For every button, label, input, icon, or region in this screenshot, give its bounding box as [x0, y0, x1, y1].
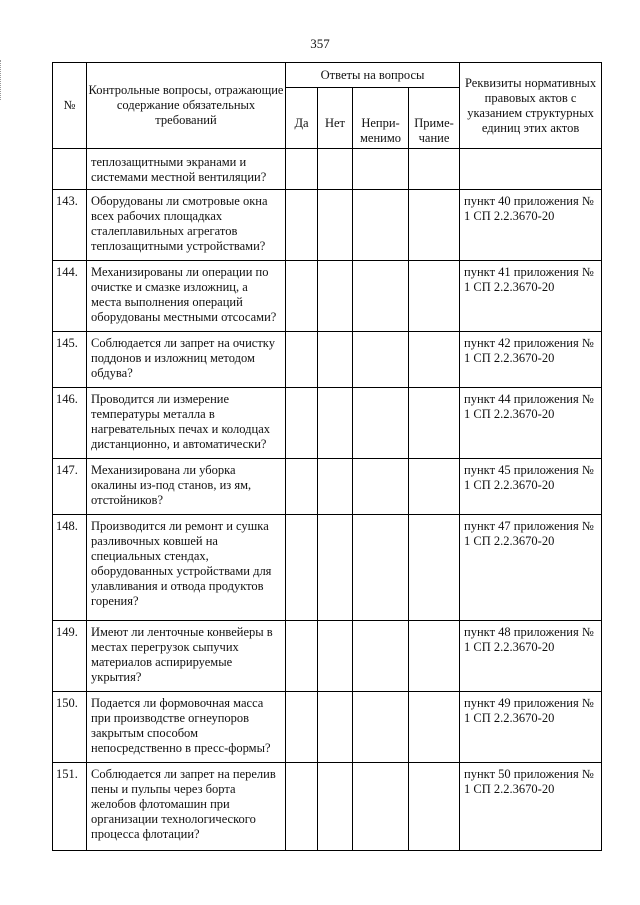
- row-question: Производится ли ремонт и сушка разливочных ковшей на специальных стендах, оборудованных устройствами для улавливания и отвода продуктов горения?: [87, 515, 286, 621]
- answer-note-cell[interactable]: [409, 763, 460, 851]
- row-reference: пункт 49 приложения № 1 СП 2.2.3670-20: [460, 692, 602, 763]
- answer-no-cell[interactable]: [318, 149, 353, 190]
- answer-na-cell[interactable]: [353, 515, 409, 621]
- row-number: 144.: [53, 261, 87, 332]
- continuation-row: [53, 149, 602, 190]
- answer-no-cell[interactable]: [318, 190, 353, 261]
- answer-na-cell[interactable]: [353, 692, 409, 763]
- table-row: [53, 515, 602, 621]
- row-reference: пункт 47 приложения № 1 СП 2.2.3670-20: [460, 515, 602, 621]
- answer-na-cell[interactable]: [353, 388, 409, 459]
- answer-na-cell[interactable]: [353, 149, 409, 190]
- answer-na-cell[interactable]: [353, 459, 409, 515]
- answer-yes-cell[interactable]: [286, 190, 318, 261]
- answer-na-cell[interactable]: [353, 763, 409, 851]
- page-number: 357: [310, 36, 330, 51]
- answer-note-cell[interactable]: [409, 692, 460, 763]
- header-yes: Да: [286, 88, 318, 149]
- row-question: Механизированы ли операции по очистке и смазке изложниц, а места выполнения операций оборудованы местными отсосами?: [87, 261, 286, 332]
- answer-yes-cell[interactable]: [286, 621, 318, 692]
- header-row-top: [53, 63, 602, 88]
- answer-no-cell[interactable]: [318, 515, 353, 621]
- answer-no-cell[interactable]: [318, 692, 353, 763]
- table-row: [53, 692, 602, 763]
- header-na: Непри-менимо: [353, 88, 409, 149]
- row-question: Механизирована ли уборка окалины из-под станов, из ям, отстойников?: [87, 459, 286, 515]
- cell-num: [53, 149, 87, 190]
- answer-note-cell[interactable]: [409, 459, 460, 515]
- table-row: [53, 332, 602, 388]
- header-refs: Реквизиты нормативных правовых актов с указанием структурных единиц этих актов: [460, 63, 602, 149]
- row-reference: пункт 45 приложения № 1 СП 2.2.3670-20: [460, 459, 602, 515]
- header-note: Приме-чание: [409, 88, 460, 149]
- row-number: 147.: [53, 459, 87, 515]
- row-reference: пункт 50 приложения № 1 СП 2.2.3670-20: [460, 763, 602, 851]
- row-question: Соблюдается ли запрет на очистку поддонов и изложниц методом обдува?: [87, 332, 286, 388]
- table-row: [53, 763, 602, 851]
- answer-yes-cell[interactable]: [286, 388, 318, 459]
- answer-note-cell[interactable]: [409, 621, 460, 692]
- table-row: [53, 388, 602, 459]
- answer-yes-cell[interactable]: [286, 515, 318, 621]
- row-question: Подается ли формовочная масса при производстве огнеупоров закрытым способом непосредственно в пресс-формы?: [87, 692, 286, 763]
- row-number: 148.: [53, 515, 87, 621]
- answer-na-cell[interactable]: [353, 261, 409, 332]
- answer-yes-cell[interactable]: [286, 763, 318, 851]
- row-number: 149.: [53, 621, 87, 692]
- answer-yes-cell[interactable]: [286, 261, 318, 332]
- header-answers: Ответы на вопросы: [286, 63, 460, 88]
- answer-note-cell[interactable]: [409, 332, 460, 388]
- row-question: Оборудованы ли смотровые окна всех рабочих площадках сталеплавильных агрегатов теплозащитными устройствами?: [87, 190, 286, 261]
- continuation-text: теплозащитными экранами и системами местной вентиляции?: [87, 149, 286, 190]
- answer-yes-cell[interactable]: [286, 459, 318, 515]
- table-row: [53, 621, 602, 692]
- row-reference: пункт 42 приложения № 1 СП 2.2.3670-20: [460, 332, 602, 388]
- row-number: 146.: [53, 388, 87, 459]
- row-reference: пункт 40 приложения № 1 СП 2.2.3670-20: [460, 190, 602, 261]
- table-row: [53, 190, 602, 261]
- answer-no-cell[interactable]: [318, 388, 353, 459]
- row-reference: пункт 41 приложения № 1 СП 2.2.3670-20: [460, 261, 602, 332]
- header-questions: Контрольные вопросы, отражающие содержание обязательных требований: [87, 63, 286, 149]
- answer-note-cell[interactable]: [409, 190, 460, 261]
- answer-no-cell[interactable]: [318, 459, 353, 515]
- answer-no-cell[interactable]: [318, 763, 353, 851]
- header-no: Нет: [318, 88, 353, 149]
- answer-yes-cell[interactable]: [286, 149, 318, 190]
- answer-yes-cell[interactable]: [286, 332, 318, 388]
- answer-no-cell[interactable]: [318, 332, 353, 388]
- answer-yes-cell[interactable]: [286, 692, 318, 763]
- answer-na-cell[interactable]: [353, 621, 409, 692]
- row-number: 143.: [53, 190, 87, 261]
- cell-ref: [460, 149, 602, 190]
- answer-no-cell[interactable]: [318, 621, 353, 692]
- row-number: 151.: [53, 763, 87, 851]
- row-number: 145.: [53, 332, 87, 388]
- answer-note-cell[interactable]: [409, 149, 460, 190]
- answer-note-cell[interactable]: [409, 388, 460, 459]
- row-question: Проводится ли измерение температуры металла в нагревательных печах и колодцах дистанционно, и автоматически?: [87, 388, 286, 459]
- table-row: [53, 261, 602, 332]
- row-reference: пункт 48 приложения № 1 СП 2.2.3670-20: [460, 621, 602, 692]
- answer-note-cell[interactable]: [409, 261, 460, 332]
- answer-na-cell[interactable]: [353, 332, 409, 388]
- row-reference: пункт 44 приложения № 1 СП 2.2.3670-20: [460, 388, 602, 459]
- header-num: №: [53, 63, 87, 149]
- table-row: [53, 459, 602, 515]
- row-question: Имеют ли ленточные конвейеры в местах перегрузок сыпучих материалов аспирируемые укрытия?: [87, 621, 286, 692]
- scan-margin-mark: [0, 60, 3, 100]
- answer-note-cell[interactable]: [409, 515, 460, 621]
- checklist-table: [52, 62, 602, 851]
- row-number: 150.: [53, 692, 87, 763]
- answer-no-cell[interactable]: [318, 261, 353, 332]
- row-question: Соблюдается ли запрет на перелив пены и пульпы через борта желобов флотомашин при организации технологического процесса флотации?: [87, 763, 286, 851]
- answer-na-cell[interactable]: [353, 190, 409, 261]
